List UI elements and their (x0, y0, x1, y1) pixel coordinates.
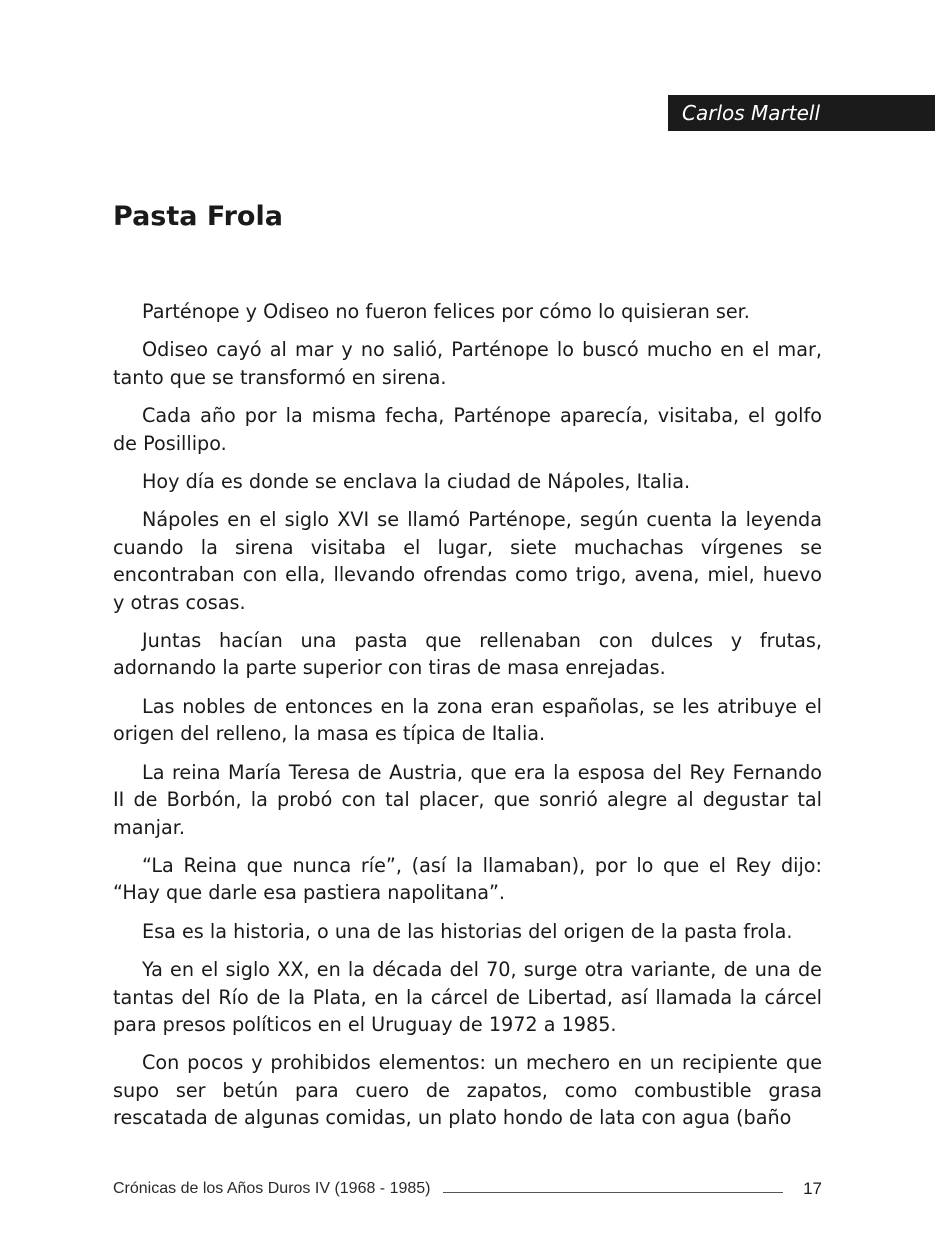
paragraph: Juntas hacían una pasta que rellenaban con dulces y frutas, adornando la parte superior con tiras de masa enrejadas. (113, 629, 822, 680)
paragraph: Hoy día es donde se enclava la ciudad de Nápoles, Italia. (142, 470, 691, 494)
book-title: Crónicas de los Años Duros IV (1968 - 1985) (113, 1180, 431, 1197)
footer-divider (443, 1192, 784, 1193)
paragraph: Ya en el siglo XX, en la década del 70, surge otra variante, de una de tantas del Río de la Plata, en la cárcel de Libertad, así llamada la cárcel para presos políticos en el Uruguay de 1972 a 1985. (113, 958, 822, 1036)
author-name: Carlos Martell (682, 101, 821, 125)
paragraph: Parténope y Odiseo no fueron felices por cómo lo quisieran ser. (142, 300, 750, 323)
chapter-title: Pasta Frola (113, 201, 283, 232)
paragraph: Nápoles en el siglo XVI se llamó Parténope, según cuenta la leyenda cuando la sirena visitaba el lugar, siete muchachas vírgenes se encontraban con ella, llevando ofrendas como trigo, avena, miel, huevo y otras cosas. (113, 508, 822, 614)
paragraph: Esa es la historia, o una de las historias del origen de la pasta frola. (142, 919, 793, 943)
paragraph: Las nobles de entonces en la zona eran españolas, se les atribuye el origen del relleno, la masa es típica de Italia. (113, 694, 822, 746)
paragraph: Con pocos y prohibidos elementos: un mechero en un recipiente que supo ser betún para cuero de zapatos, como combustible grasa rescatada de algunas comidas, un plato hondo de lata con agua (baño (113, 1051, 822, 1130)
author-header (668, 95, 935, 131)
paragraph: La reina María Teresa de Austria, que era la esposa del Rey Fernando II de Borbón, la probó con tal placer, que sonrió alegre al degustar tal manjar. (113, 760, 822, 839)
paragraph: Cada año por la misma fecha, Parténope aparecía, visitaba, el golfo de Posillipo. (113, 404, 822, 455)
article-body (113, 298, 822, 1143)
paragraph: “La Reina que nunca ríe”, (así la llamaban), por lo que el Rey dijo: “Hay que darle esa pastiera napolitana”. (113, 853, 822, 905)
paragraph: Odiseo cayó al mar y no salió, Parténope lo buscó mucho en el mar, tanto que se transformó en sirena. (113, 338, 822, 389)
page-number: 17 (803, 1179, 822, 1198)
page-footer (113, 1174, 822, 1204)
